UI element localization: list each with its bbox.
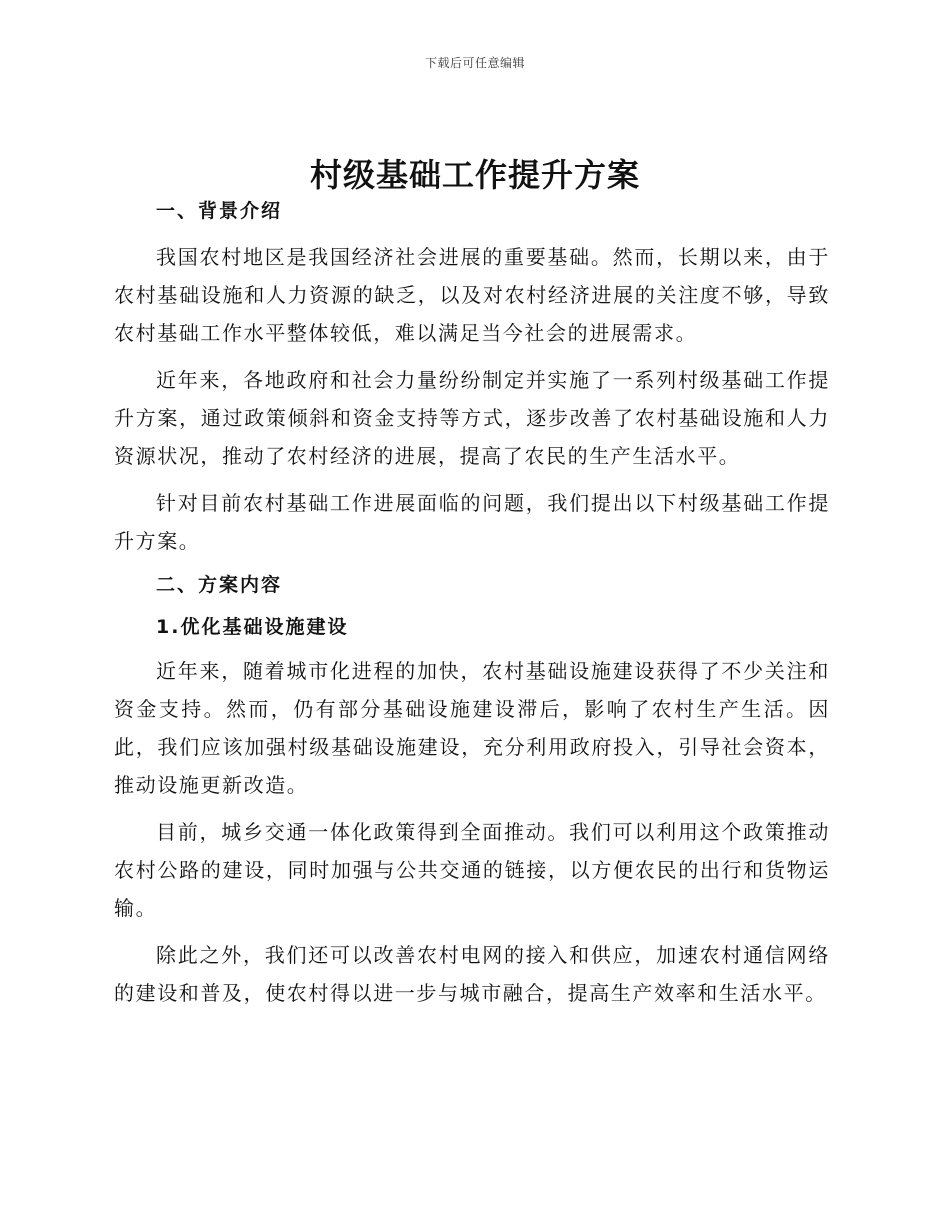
paragraph: 近年来，随着城市化进程的加快，农村基础设施建设获得了不少关注和资金支持。然而，仍有部分基础设施建设滞后，影响了农村生产生活。因此，我们应该加强村级基础设施建设，充分利用政府投入，引导社会资本，推动设施更新改造。 (114, 659, 830, 797)
document-title: 村级基础工作提升方案 (309, 156, 640, 194)
paragraph: 近年来，各地政府和社会力量纷纷制定并实施了一系列村级基础工作提升方案，通过政策倾斜和资金支持等方式，逐步改善了农村基础设施和人力资源状况，推动了农村经济的进展，提高了农民的生产生活水平。 (114, 368, 830, 468)
section-heading-background: 一、背景介绍 (156, 200, 283, 222)
page-header: 下载后可任意编辑 (424, 56, 525, 70)
paragraph: 除此之外，我们还可以改善农村电网的接入和供应，加速农村通信网络的建设和普及，使农村得以进一步与城市融合，提高生产效率和生活水平。 (114, 943, 830, 1005)
paragraph: 我国农村地区是我国经济社会进展的重要基础。然而，长期以来，由于农村基础设施和人力资源的缺乏，以及对农村经济进展的关注度不够，导致农村基础工作水平整体较低，难以满足当今社会的进展需求。 (114, 245, 830, 345)
paragraph: 针对目前农村基础工作进展面临的问题，我们提出以下村级基础工作提升方案。 (114, 491, 830, 553)
subsection-heading-infrastructure: 1.优化基础设施建设 (156, 616, 349, 638)
document-body (114, 196, 830, 1021)
section-heading-plan-content: 二、方案内容 (156, 574, 283, 596)
paragraph: 目前，城乡交通一体化政策得到全面推动。我们可以利用这个政策推动农村公路的建设，同时加强与公共交通的链接，以方便农民的出行和货物运输。 (114, 820, 830, 920)
